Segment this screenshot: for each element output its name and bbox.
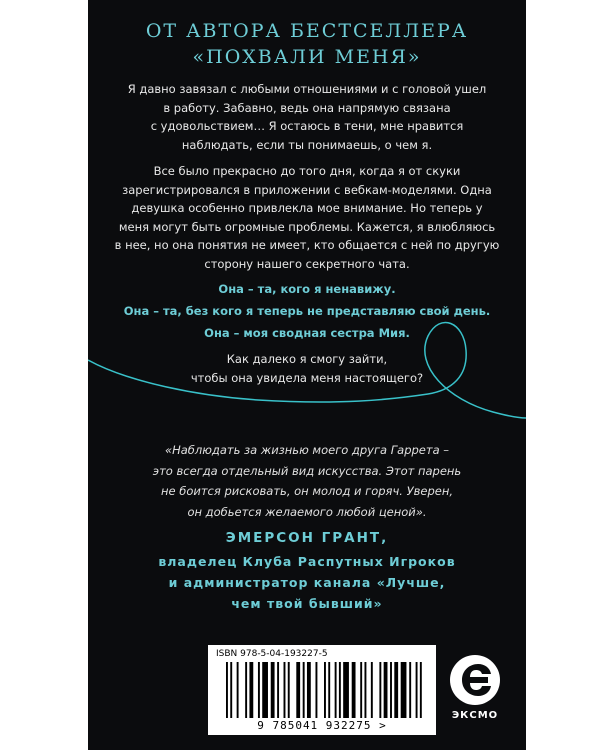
text-line: Как далеко я смогу зайти, — [226, 352, 388, 366]
barcode-bar — [262, 662, 268, 718]
quote-author: ЭМЕРСОН ГРАНТ, — [225, 530, 389, 546]
text-line: сторону нашего секретного чата. — [204, 256, 410, 271]
barcode-bar — [303, 662, 305, 718]
quote-line: «Наблюдать за жизнью моего друга Гаррета – — [164, 443, 450, 457]
eksmo-logo-icon — [440, 650, 510, 710]
barcode-bar — [420, 662, 422, 718]
barcode-bar — [364, 662, 366, 718]
text-line: Я давно завязал с любыми отношениями и с головой ушел — [127, 82, 487, 96]
isbn-label: ISBN 978-5-04-193227-5 — [216, 649, 328, 659]
barcode-bar — [258, 662, 260, 718]
barcode-bar — [401, 662, 407, 718]
review-quote — [88, 440, 526, 522]
barcode-bar — [394, 662, 398, 718]
blurb-paragraph-3 — [88, 350, 526, 387]
text-line: с удовольствием… Я остаюсь в тени, мне нравится — [150, 119, 464, 133]
barcode-bar — [284, 662, 286, 718]
publisher-name: ЭКСМО — [451, 710, 499, 721]
back-cover — [88, 0, 526, 750]
barcode-bar — [343, 662, 349, 718]
header-line-2: «ПОХВАЛИ МЕНЯ» — [192, 46, 422, 68]
text-line: наблюдать, если ты понимаешь, о чем я. — [181, 137, 433, 152]
highlight-line-3: Она – моя сводная сестра Мия. — [204, 326, 410, 340]
barcode-bar — [379, 662, 381, 718]
text-line: зарегистрировался в приложении с вебкам-моделями. Одна — [122, 182, 492, 197]
author-role-line: владелец Клуба Распутных Игроков — [158, 554, 456, 569]
barcode-bar — [384, 662, 388, 718]
author-role-line: и администратор канала «Лучше, — [168, 575, 446, 590]
barcode-bars — [226, 662, 422, 718]
blurb-paragraph-1 — [88, 80, 526, 154]
barcode-bar — [416, 662, 418, 718]
quote-attribution — [88, 528, 526, 614]
text-line: в нее, но она понятия не имеет, кто общается с ней по другую — [114, 238, 500, 252]
quote-line: не боится рисковать, он молод и горяч. Уверен, — [161, 484, 453, 498]
blurb-paragraph-2 — [88, 162, 526, 273]
barcode-bar — [230, 662, 232, 718]
author-role-line: чем твой бывший» — [231, 596, 383, 611]
quote-line: он добьется желаемого любой ценой». — [187, 504, 427, 519]
barcode-bar — [296, 662, 300, 718]
publisher-logo — [440, 650, 510, 730]
barcode-bar — [245, 662, 247, 718]
barcode-bar — [226, 662, 228, 718]
barcode-bar — [271, 662, 275, 718]
barcode-bar — [409, 662, 411, 718]
barcode-bar — [339, 662, 341, 718]
barcode-bar — [328, 662, 330, 718]
text-line: меня могут быть огромные проблемы. Кажется, я влюбляюсь — [118, 219, 496, 234]
barcode-bar — [315, 662, 317, 718]
highlight-line-2: Она – та, без кого я теперь не представляю свой день. — [123, 304, 491, 318]
barcode-bar — [288, 662, 290, 718]
barcode-bar — [352, 662, 356, 718]
barcode-digits: 9 785041 932275 > — [257, 719, 387, 732]
quote-line: это всегда отдельный вид искусства. Этот парень — [152, 463, 462, 478]
barcode-bar — [390, 662, 392, 718]
barcode-bar — [324, 662, 326, 718]
text-line: в работу. Забавно, ведь она напрямую связана — [163, 100, 451, 115]
barcode-bar — [237, 662, 239, 718]
barcode-bar — [371, 662, 373, 718]
barcode-bar — [360, 662, 362, 718]
highlight-line-1: Она – та, кого я ненавижу. — [218, 282, 396, 296]
barcode-bar — [277, 662, 279, 718]
barcode-panel — [208, 645, 436, 735]
text-line: девушка особенно привлекла мое внимание. Но теперь у — [131, 201, 483, 215]
barcode-bar — [249, 662, 253, 718]
text-line: чтобы она увидела меня настоящего? — [190, 370, 424, 385]
text-line: Все было прекрасно до того дня, когда я от скуки — [153, 164, 461, 178]
barcode-bar — [307, 662, 311, 718]
header-line-1: ОТ АВТОРА БЕСТСЕЛЛЕРА — [145, 20, 469, 42]
barcode-bar — [335, 662, 337, 718]
